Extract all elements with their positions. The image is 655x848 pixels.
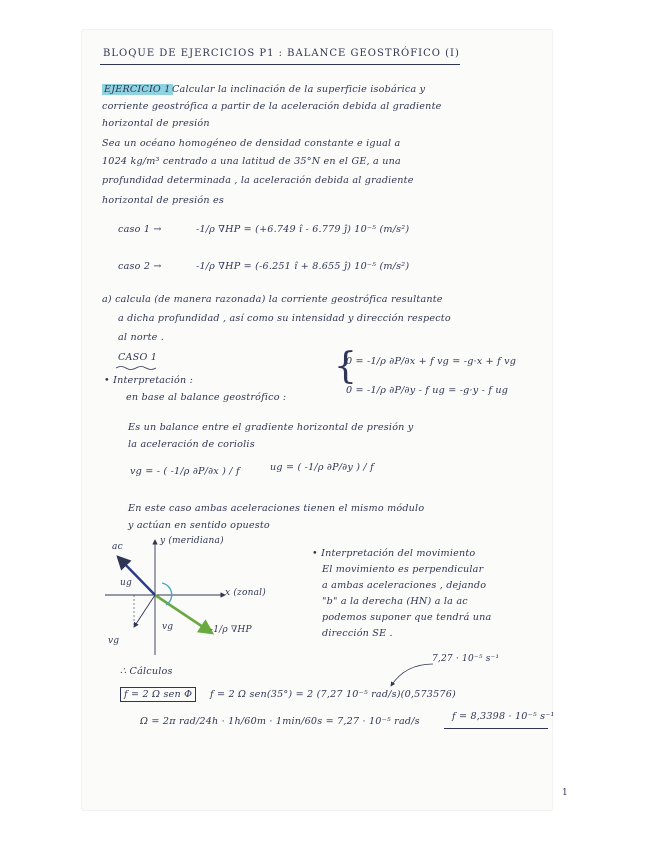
movement-line-3: a ambas aceleraciones , dejando	[322, 580, 487, 591]
omega-note-arrow	[385, 660, 435, 690]
title-underline	[100, 64, 460, 65]
omega-value-note: 7,27 · 10⁻⁵ s⁻¹	[432, 654, 500, 664]
interpretation-text: en base al balance geostrófico :	[126, 392, 287, 403]
velocity-arrow	[134, 595, 155, 627]
case-2-label: caso 2 →	[118, 261, 162, 272]
calculations-label: ∴ Cálculos	[120, 666, 173, 677]
coriolis-arrow	[118, 557, 155, 595]
page-title: BLOQUE DE EJERCICIOS P1 : BALANCE GEOSTRÓFICO (I)	[103, 48, 460, 59]
movement-line-1: • Interpretación del movimiento	[312, 548, 476, 559]
caso-1-wavy-underline	[116, 365, 156, 371]
balance-line-1: Es un balance entre el gradiente horizontal de presión y	[128, 422, 414, 433]
omega-calculation: Ω = 2π rad/24h · 1h/60m · 1min/60s = 7,27 · 10⁻⁵ rad/s	[140, 716, 420, 727]
vg-formula: vg = - ( -1/ρ ∂P/∂x ) / f	[130, 466, 240, 477]
same-value-line-2: y actúan en sentido opuesto	[128, 520, 270, 531]
intro-line-5: 1024 kg/m³ centrado a una latitud de 35°N en el GE, a una	[102, 156, 401, 167]
movement-line-2: El movimiento es perpendicular	[322, 564, 484, 575]
case-1-expression: -1/ρ ∇HP = (+6.749 î - 6.779 ĵ) 10⁻⁵ (m/s²)	[196, 224, 410, 235]
same-value-line-1: En este caso ambas aceleraciones tienen el mismo módulo	[128, 503, 425, 514]
ug-formula: ug = ( -1/ρ ∂P/∂y ) / f	[270, 462, 374, 473]
equation-brace: {	[334, 346, 357, 387]
intro-line-1: Calcular la inclinación de la superficie isobárica y	[172, 84, 426, 95]
diagram-y-label: y (meridiana)	[160, 536, 224, 546]
caso-1-heading: CASO 1	[118, 352, 158, 363]
exercise-label: EJERCICIO 1	[104, 84, 171, 95]
coriolis-result: f = 8,3398 · 10⁻⁵ s⁻¹	[452, 711, 555, 722]
intro-line-7: horizontal de presión es	[102, 195, 224, 206]
geostrophic-equation-x: 0 = -1/ρ ∂P/∂x + f vg = -g·x + f vg	[346, 356, 517, 367]
intro-line-3: horizontal de presión	[102, 118, 210, 129]
geostrophic-diagram	[100, 535, 300, 660]
interpretation-label: • Interpretación :	[104, 375, 194, 386]
coriolis-calculation: f = 2 Ω sen(35°) = 2 (7,27 10⁻⁵ rad/s)(0,573576)	[210, 689, 456, 700]
diagram-x-label: x (zonal)	[225, 588, 266, 598]
case-2-expression: -1/ρ ∇HP = (-6.251 î + 8.655 ĵ) 10⁻⁵ (m/s²)	[196, 261, 410, 272]
intro-line-6: profundidad determinada , la aceleración debida al gradiente	[102, 175, 414, 186]
case-1-label: caso 1 →	[118, 224, 162, 235]
movement-line-4: "b" a la derecha (HN) a la ac	[322, 596, 468, 607]
diagram-vg-outer-label: vg	[108, 636, 120, 646]
page-number: 1	[562, 788, 568, 798]
coriolis-formula: f = 2 Ω sen Φ	[120, 689, 196, 700]
movement-line-6: dirección SE .	[322, 628, 393, 639]
question-a-line-3: al norte .	[118, 332, 165, 343]
balance-line-2: la aceleración de coriolis	[128, 439, 255, 450]
diagram-vg-inner-label: vg	[162, 622, 174, 632]
diagram-gradient-label: -1/ρ ∇HP	[210, 625, 252, 635]
question-a-line-2: a dicha profundidad , así como su intensidad y dirección respecto	[118, 313, 451, 324]
geostrophic-equation-y: 0 = -1/ρ ∂P/∂y - f ug = -g·y - f ug	[346, 385, 509, 396]
intro-line-4: Sea un océano homogéneo de densidad constante e igual a	[102, 138, 401, 149]
intro-line-2: corriente geostrófica a partir de la aceleración debida al gradiente	[102, 101, 442, 112]
result-underline	[444, 728, 548, 729]
diagram-ug-label: ug	[120, 578, 132, 588]
question-a-line-1: a) calcula (de manera razonada) la corriente geostrófica resultante	[102, 294, 443, 305]
movement-line-5: podemos suponer que tendrá una	[322, 612, 492, 623]
diagram-ac-label: ac	[112, 542, 123, 552]
